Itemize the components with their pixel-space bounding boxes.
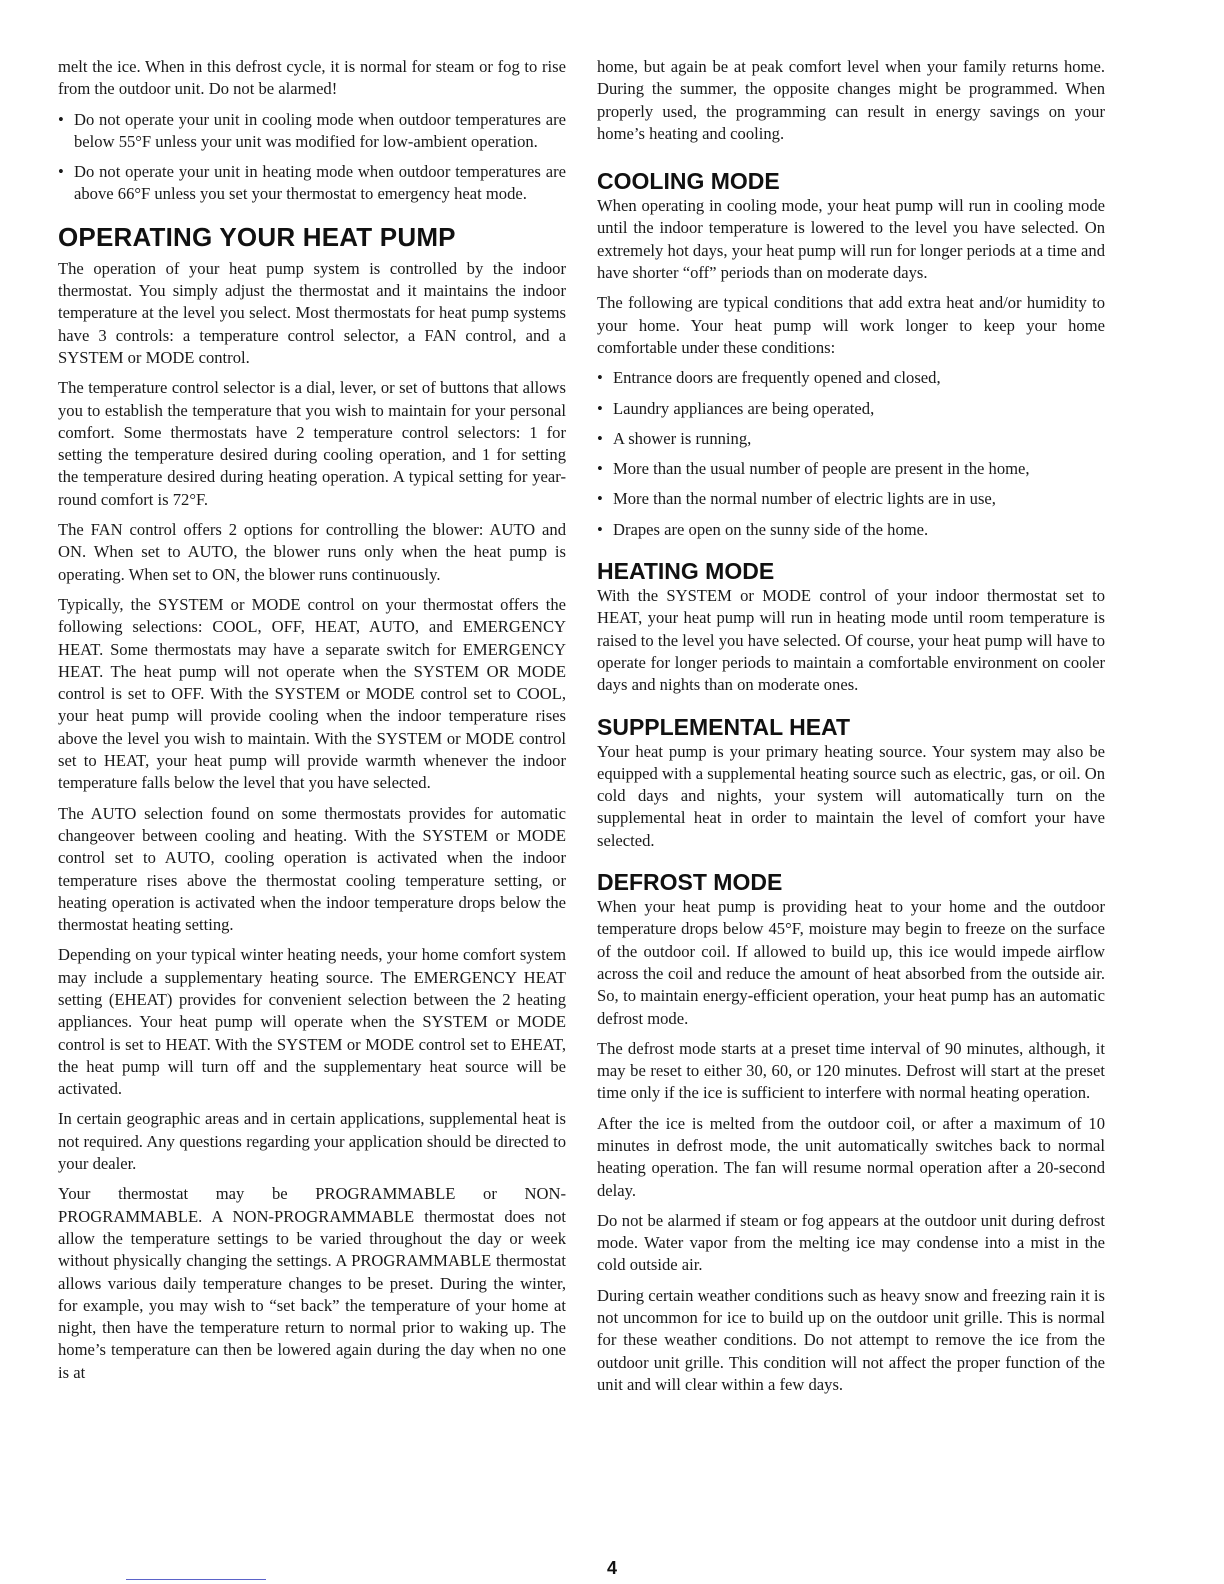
bullet-glyph: • [597, 489, 603, 509]
footer-rule [126, 1579, 266, 1580]
paragraph: When operating in cooling mode, your heat pump will run in cooling mode until the indoor temperature is lowered to the level you have selected. On extremely hot days, your heat pump will run for longer periods at a time and have shorter “off” periods than on moderate days. [597, 196, 1105, 283]
paragraph: The following are typical conditions that add extra heat and/or humidity to your home. Your heat pump will work longer to keep your home comfortable under these conditions: [597, 293, 1105, 357]
section-heading-defrost: DEFROST MODE [597, 869, 783, 896]
paragraph: The operation of your heat pump system is controlled by the indoor thermostat. You simply adjust the thermostat and it maintains the indoor temperature at the level you select. Most thermostats for heat pump systems have 3 controls: a temperature control selector, a FAN control, and a SYSTEM or MODE control. [58, 258, 566, 367]
paragraph: After the ice is melted from the outdoor coil, or after a maximum of 10 minutes in defrost mode, the unit automatically switches back to normal heating operation. The fan will resume normal operation after a 20-second delay. [597, 1113, 1105, 1200]
list-item [58, 161, 566, 206]
paragraph: Your heat pump is your primary heating source. Your system may also be equipped with a supplemental heating source such as electric, gas, or oil. On cold days and nights, your system will automatically turn on the supplemental heat in order to maintain the level of comfort your have selected. [597, 741, 1105, 850]
bullet-glyph: • [597, 519, 603, 539]
paragraph: With the SYSTEM or MODE control of your indoor thermostat set to HEAT, your heat pump will run in heating mode until room temperature is raised to the level you have selected. Of course, your heat pump will have to operate for longer periods to maintain a comfortable environment on cooler days and nights than on moderate ones. [597, 586, 1105, 695]
paragraph: The AUTO selection found on some thermostats provides for automatic changeover between cooling and heating. With the SYSTEM or MODE control set to AUTO, cooling operation is activated when the indoor temperature rises above the thermostat cooling temperature setting, or heating operation is activated when the indoor temperature drops below the thermostat heating setting. [58, 803, 566, 935]
bullet-glyph: • [597, 368, 603, 388]
bullet-glyph: • [597, 398, 603, 418]
paragraph: Your thermostat may be PROGRAMMABLE or NON-PROGRAMMABLE. A NON-PROGRAMMABLE thermostat does not allow the temperature settings to be varied throughout the day or week without physically changing the settings. A PROGRAMMABLE thermostat allows various daily temperature changes to be preset. During the winter, for example, you may wish to “set back” the temperature of your home at night, then have the temperature return to normal prior to waking up. The home’s temperature can then be lowered again during the day when no one is at [58, 1184, 566, 1382]
list-item [597, 488, 1105, 510]
paragraph: When your heat pump is providing heat to your home and the outdoor temperature drops below 45°F, moisture may begin to freeze on the surface of the outdoor coil. If allowed to build up, this ice would impede airflow across the coil and reduce the amount of heat absorbed from the outside air. So, to maintain energy-efficient operation, your heat pump has an automatic defrost mode. [597, 897, 1105, 1028]
list-item [58, 109, 566, 154]
intro-paragraph: melt the ice. When in this defrost cycle, it is normal for steam or fog to rise from the outdoor unit. Do not be alarmed! [58, 57, 566, 99]
bullet-glyph: • [58, 162, 64, 182]
paragraph: In certain geographic areas and in certain applications, supplemental heat is not required. Any questions regarding your application should be directed to your dealer. [58, 1109, 566, 1174]
paragraph: Typically, the SYSTEM or MODE control on your thermostat offers the following selections: COOL, OFF, HEAT, AUTO, and EMERGENCY HEAT. Some thermostats may have a separate switch for EMERGENCY HEAT. The heat pump will not operate when the SYSTEM OR MODE control is set to OFF. With the SYSTEM or MODE control set to COOL, your heat pump will provide cooling when the indoor temperature rises above the level you wish to maintain. With the SYSTEM or MODE control set to HEAT, your heat pump will provide warmth whenever the indoor temperature falls below the level that you have selected. [58, 594, 566, 793]
bullet-text: More than the usual number of people are present in the home, [613, 459, 1030, 479]
paragraph: Do not be alarmed if steam or fog appears at the outdoor unit during defrost mode. Water vapor from the melting ice may condense into a mist in the cold outside air. [597, 1210, 1105, 1275]
paragraph: The defrost mode starts at a preset time interval of 90 minutes, although, it may be reset to either 30, 60, or 120 minutes. Defrost will start at the preset time only if the ice is sufficient to interfere with normal heating operation. [597, 1038, 1105, 1103]
bullet-text: Do not operate your unit in heating mode when outdoor temperatures are above 66°F unless you set your thermostat to emergency heat mode. [74, 162, 566, 204]
list-item [597, 367, 1105, 389]
bullet-text: Drapes are open on the sunny side of the home. [613, 519, 929, 539]
paragraph: During certain weather conditions such as heavy snow and freezing rain it is not uncommon for ice to build up on the outdoor unit grille. This is normal for these weather conditions. Do not attempt to remove the ice from the outdoor unit grille. This condition will not affect the proper function of the unit and will clear within a few days. [597, 1285, 1105, 1394]
continuation-paragraph: home, but again be at peak comfort level when your family returns home. During the summer, the opposite changes might be programmed. When properly used, the programming can result in energy savings on your home’s heating and cooling. [597, 57, 1105, 143]
left-column [58, 56, 566, 1392]
list-item [597, 398, 1105, 420]
section-heading-cooling: COOLING MODE [597, 168, 780, 195]
bullet-text: A shower is running, [613, 428, 752, 448]
list-item [597, 428, 1105, 450]
section-heading-operating: OPERATING YOUR HEAT PUMP [58, 221, 456, 252]
section-heading-supplemental: SUPPLEMENTAL HEAT [597, 713, 851, 740]
section-heading-heating: HEATING MODE [597, 558, 775, 585]
bullet-glyph: • [58, 109, 64, 129]
paragraph: The FAN control offers 2 options for controlling the blower: AUTO and ON. When set to AUTO, the blower runs only when the heat pump is operating. When set to ON, the blower runs continuously. [58, 520, 566, 584]
paragraph: Depending on your typical winter heating needs, your home comfort system may include a supplementary heating source. The EMERGENCY HEAT setting (EHEAT) provides for convenient selection between the 2 heating appliances. Your heat pump will operate when the SYSTEM or MODE control is set to HEAT. With the SYSTEM or MODE control set to EHEAT, the heat pump will turn off and the supplementary heat source will be activated. [58, 945, 566, 1099]
bullet-glyph: • [597, 459, 603, 479]
bullet-text: Do not operate your unit in cooling mode when outdoor temperatures are below 55°F unless your unit was modified for low-ambient operation. [74, 109, 566, 151]
bullet-text: Laundry appliances are being operated, [613, 398, 875, 418]
right-column [597, 56, 1105, 1404]
list-item [597, 519, 1105, 541]
page-number: 4 [606, 1558, 617, 1578]
bullet-text: Entrance doors are frequently opened and closed, [613, 368, 941, 388]
list-item [597, 458, 1105, 480]
bullet-glyph: • [597, 428, 603, 448]
bullet-text: More than the normal number of electric lights are in use, [613, 489, 996, 509]
paragraph: The temperature control selector is a dial, lever, or set of buttons that allows you to establish the temperature that you wish to maintain for your personal comfort. Some thermostats have 2 temperature control selectors: 1 for setting the temperature desired during cooling operation, and 1 for setting the temperature desired during heating operation. A typical setting for year-round comfort is 72°F. [58, 378, 566, 509]
